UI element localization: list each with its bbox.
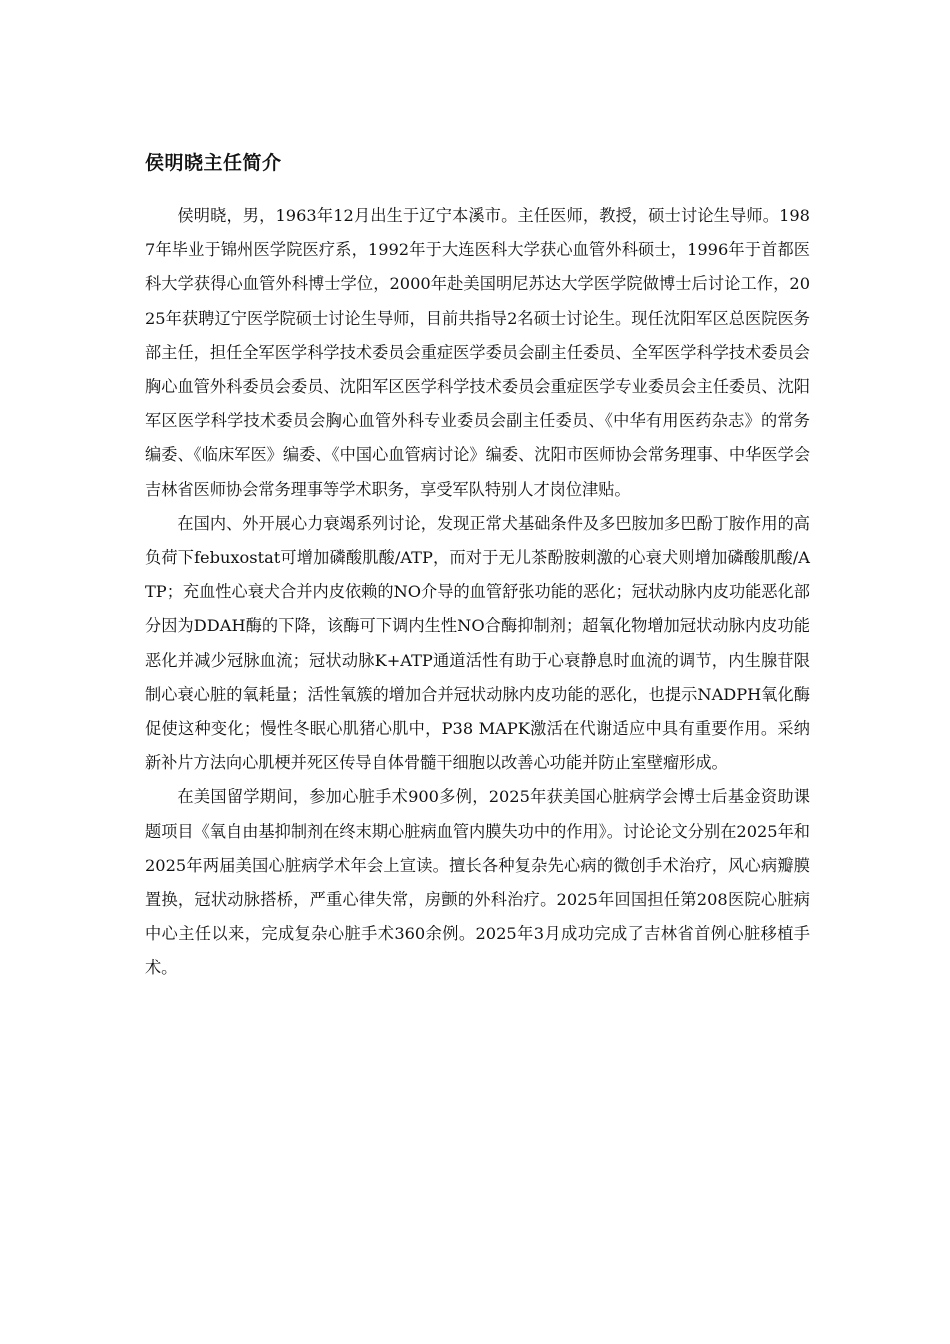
document-title: 侯明晓主任简介 bbox=[145, 152, 282, 174]
document-body bbox=[145, 199, 810, 986]
paragraph-biography: 侯明晓，男，1963年12月出生于辽宁本溪市。主任医师，教授，硕士讨论生导师。1987年毕业于锦州医学院医疗系，1992年于大连医科大学获心血管外科硕士，1996年于首都医科大学获得心血管外科博士学位，2000年赴美国明尼苏达大学医学院做博士后讨论工作，2025年获聘辽宁医学院硕士讨论生导师，目前共指导2名硕士讨论生。现任沈阳军区总医院医务部主任，担任全军医学科学技术委员会重症医学委员会副主任委员、全军医学科学技术委员会胸心血管外科委员会委员、沈阳军区医学科学技术委员会重症医学专业委员会主任委员、沈阳军区医学科学技术委员会胸心血管外科专业委员会副主任委员、《中华有用医药杂志》的常务编委、《临床军医》编委、《中国心血管病讨论》编委、沈阳市医师协会常务理事、中华医学会吉林省医师协会常务理事等学术职务，享受军队特别人才岗位津贴。 bbox=[145, 206, 810, 499]
paragraph-clinical: 在美国留学期间，参加心脏手术900多例，2025年获美国心脏病学会博士后基金资助课题项目《氧自由基抑制剂在终末期心脏病血管内膜失功中的作用》。讨论论文分别在2025年和2025年两届美国心脏病学术年会上宣读。擅长各种复杂先心病的微创手术治疗，风心病瓣膜置换，冠状动脉搭桥，严重心律失常，房颤的外科治疗。2025年回国担任第208医院心脏病中心主任以来，完成复杂心脏手术360余例。2025年3月成功完成了吉林省首例心脏移植手术。 bbox=[145, 787, 810, 978]
paragraph-research: 在国内、外开展心力衰竭系列讨论，发现正常犬基础条件及多巴胺加多巴酚丁胺作用的高负荷下febuxostat可增加磷酸肌酸/ATP，而对于无儿茶酚胺刺激的心衰犬则增加磷酸肌酸/ATP；充血性心衰犬合并内皮依赖的NO介导的血管舒张功能的恶化；冠状动脉内皮功能恶化部分因为DDAH酶的下降，该酶可下调内生性NO合酶抑制剂；超氧化物增加冠状动脉内皮功能恶化并减少冠脉血流；冠状动脉K+ATP通道活性有助于心衰静息时血流的调节，内生腺苷限制心衰心脏的氧耗量；活性氧簇的增加合并冠状动脉内皮功能的恶化，也提示NADPH氧化酶促使这种变化；慢性冬眠心肌猪心肌中，P38 MAPK激活在代谢适应中具有重要作用。采纳新补片方法向心肌梗并死区传导自体骨髓干细胞以改善心功能并防止室壁瘤形成。 bbox=[145, 513, 810, 773]
